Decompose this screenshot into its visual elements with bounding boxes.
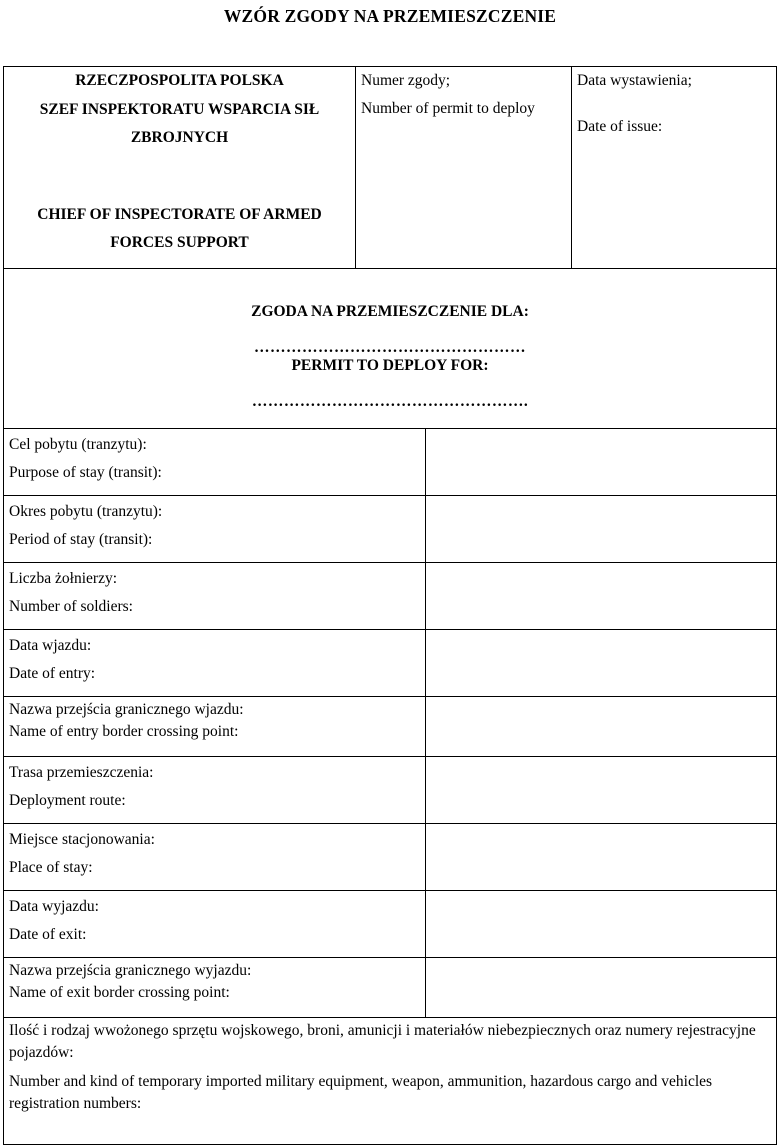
field-label-en: Deployment route: bbox=[9, 792, 126, 809]
field-row-place-of-stay bbox=[4, 824, 776, 891]
field-row-exit-date bbox=[4, 891, 776, 958]
issue-date-label-en: Date of issue: bbox=[577, 118, 663, 135]
field-label bbox=[4, 697, 426, 756]
issuer-line-1: RZECZPOSPOLITA POLSKA bbox=[75, 72, 284, 89]
equipment-row[interactable] bbox=[4, 1018, 776, 1144]
banner-title-en: PERMIT TO DEPLOY FOR: bbox=[291, 357, 489, 374]
banner-title-pl: ZGODA NA PRZEMIESZCZENIE DLA: bbox=[251, 303, 529, 320]
field-row-entry-date bbox=[4, 630, 776, 697]
issuer-english bbox=[4, 201, 355, 258]
issuer-en-line-1: CHIEF OF INSPECTORATE OF ARMED bbox=[37, 205, 322, 223]
field-value-soldiers[interactable] bbox=[426, 563, 776, 629]
field-row-period bbox=[4, 496, 776, 563]
field-row-route bbox=[4, 757, 776, 824]
issue-date-cell[interactable] bbox=[572, 67, 776, 268]
issuer-en-line-2: FORCES SUPPORT bbox=[110, 234, 249, 251]
field-label-en: Name of entry border crossing point: bbox=[9, 723, 239, 740]
permit-number-cell[interactable] bbox=[356, 67, 572, 268]
field-label bbox=[4, 958, 426, 1017]
field-label-pl: Miejsce stacjonowania: bbox=[9, 831, 155, 848]
field-row-purpose bbox=[4, 429, 776, 496]
field-label-en: Place of stay: bbox=[9, 859, 93, 876]
field-label-en: Date of exit: bbox=[9, 926, 87, 943]
field-label-pl: Data wjazdu: bbox=[9, 637, 92, 654]
banner-dots-1[interactable]: …………………………………………… bbox=[254, 339, 526, 356]
field-label-pl: Trasa przemieszczenia: bbox=[9, 764, 154, 781]
field-label-en: Purpose of stay (transit): bbox=[9, 464, 162, 481]
equipment-label-pl: Ilość i rodzaj wwożonego sprzętu wojskowego, broni, amunicji i materiałów niebezpiecznych oraz numery rejestracyjne pojazdów: bbox=[9, 1022, 756, 1061]
issuer-line-2: SZEF INSPEKTORATU WSPARCIA SIŁ bbox=[39, 100, 320, 118]
field-value-exit-crossing[interactable] bbox=[426, 958, 776, 1017]
field-label bbox=[4, 757, 426, 823]
field-label-en: Date of entry: bbox=[9, 665, 96, 682]
field-value-place-of-stay[interactable] bbox=[426, 824, 776, 890]
issue-date-label-pl: Data wystawienia; bbox=[577, 72, 692, 89]
permit-number-label-pl: Numer zgody; bbox=[361, 72, 451, 89]
field-value-entry-crossing[interactable] bbox=[426, 697, 776, 756]
field-row-exit-crossing bbox=[4, 958, 776, 1018]
field-label-pl: Liczba żołnierzy: bbox=[9, 570, 118, 587]
field-label-pl: Cel pobytu (tranzytu): bbox=[9, 436, 147, 453]
field-label-pl: Data wyjazdu: bbox=[9, 898, 99, 915]
field-label bbox=[4, 429, 426, 495]
issuer-line-3: ZBROJNYCH bbox=[130, 129, 229, 146]
field-label-en: Name of exit border crossing point: bbox=[9, 984, 230, 1001]
field-value-entry-date[interactable] bbox=[426, 630, 776, 696]
field-label bbox=[4, 891, 426, 957]
permit-number-label-en: Number of permit to deploy bbox=[361, 100, 535, 117]
permit-form bbox=[3, 66, 777, 1145]
field-value-exit-date[interactable] bbox=[426, 891, 776, 957]
field-label-pl: Okres pobytu (tranzytu): bbox=[9, 503, 163, 520]
issuer-polish bbox=[4, 67, 355, 153]
field-row-entry-crossing bbox=[4, 697, 776, 757]
field-row-soldiers bbox=[4, 563, 776, 630]
field-value-period[interactable] bbox=[426, 496, 776, 562]
banner-dots-2[interactable]: ……………………………………………. bbox=[251, 393, 529, 410]
document-title: WZÓR ZGODY NA PRZEMIESZCZENIE bbox=[223, 6, 557, 26]
permit-banner bbox=[4, 269, 776, 429]
field-label-en: Number of soldiers: bbox=[9, 598, 133, 615]
field-value-purpose[interactable] bbox=[426, 429, 776, 495]
header-row bbox=[4, 67, 776, 269]
field-label bbox=[4, 496, 426, 562]
equipment-label-en: Number and kind of temporary imported military equipment, weapon, ammunition, hazardous cargo and vehicles registration numbers: bbox=[9, 1073, 713, 1112]
field-label-en: Period of stay (transit): bbox=[9, 531, 153, 548]
field-label-pl: Nazwa przejścia granicznego wjazdu: bbox=[9, 701, 244, 718]
field-label bbox=[4, 630, 426, 696]
field-label-pl: Nazwa przejścia granicznego wyjazdu: bbox=[9, 962, 252, 979]
field-value-route[interactable] bbox=[426, 757, 776, 823]
field-label bbox=[4, 824, 426, 890]
field-label bbox=[4, 563, 426, 629]
issuer-cell bbox=[4, 67, 356, 268]
